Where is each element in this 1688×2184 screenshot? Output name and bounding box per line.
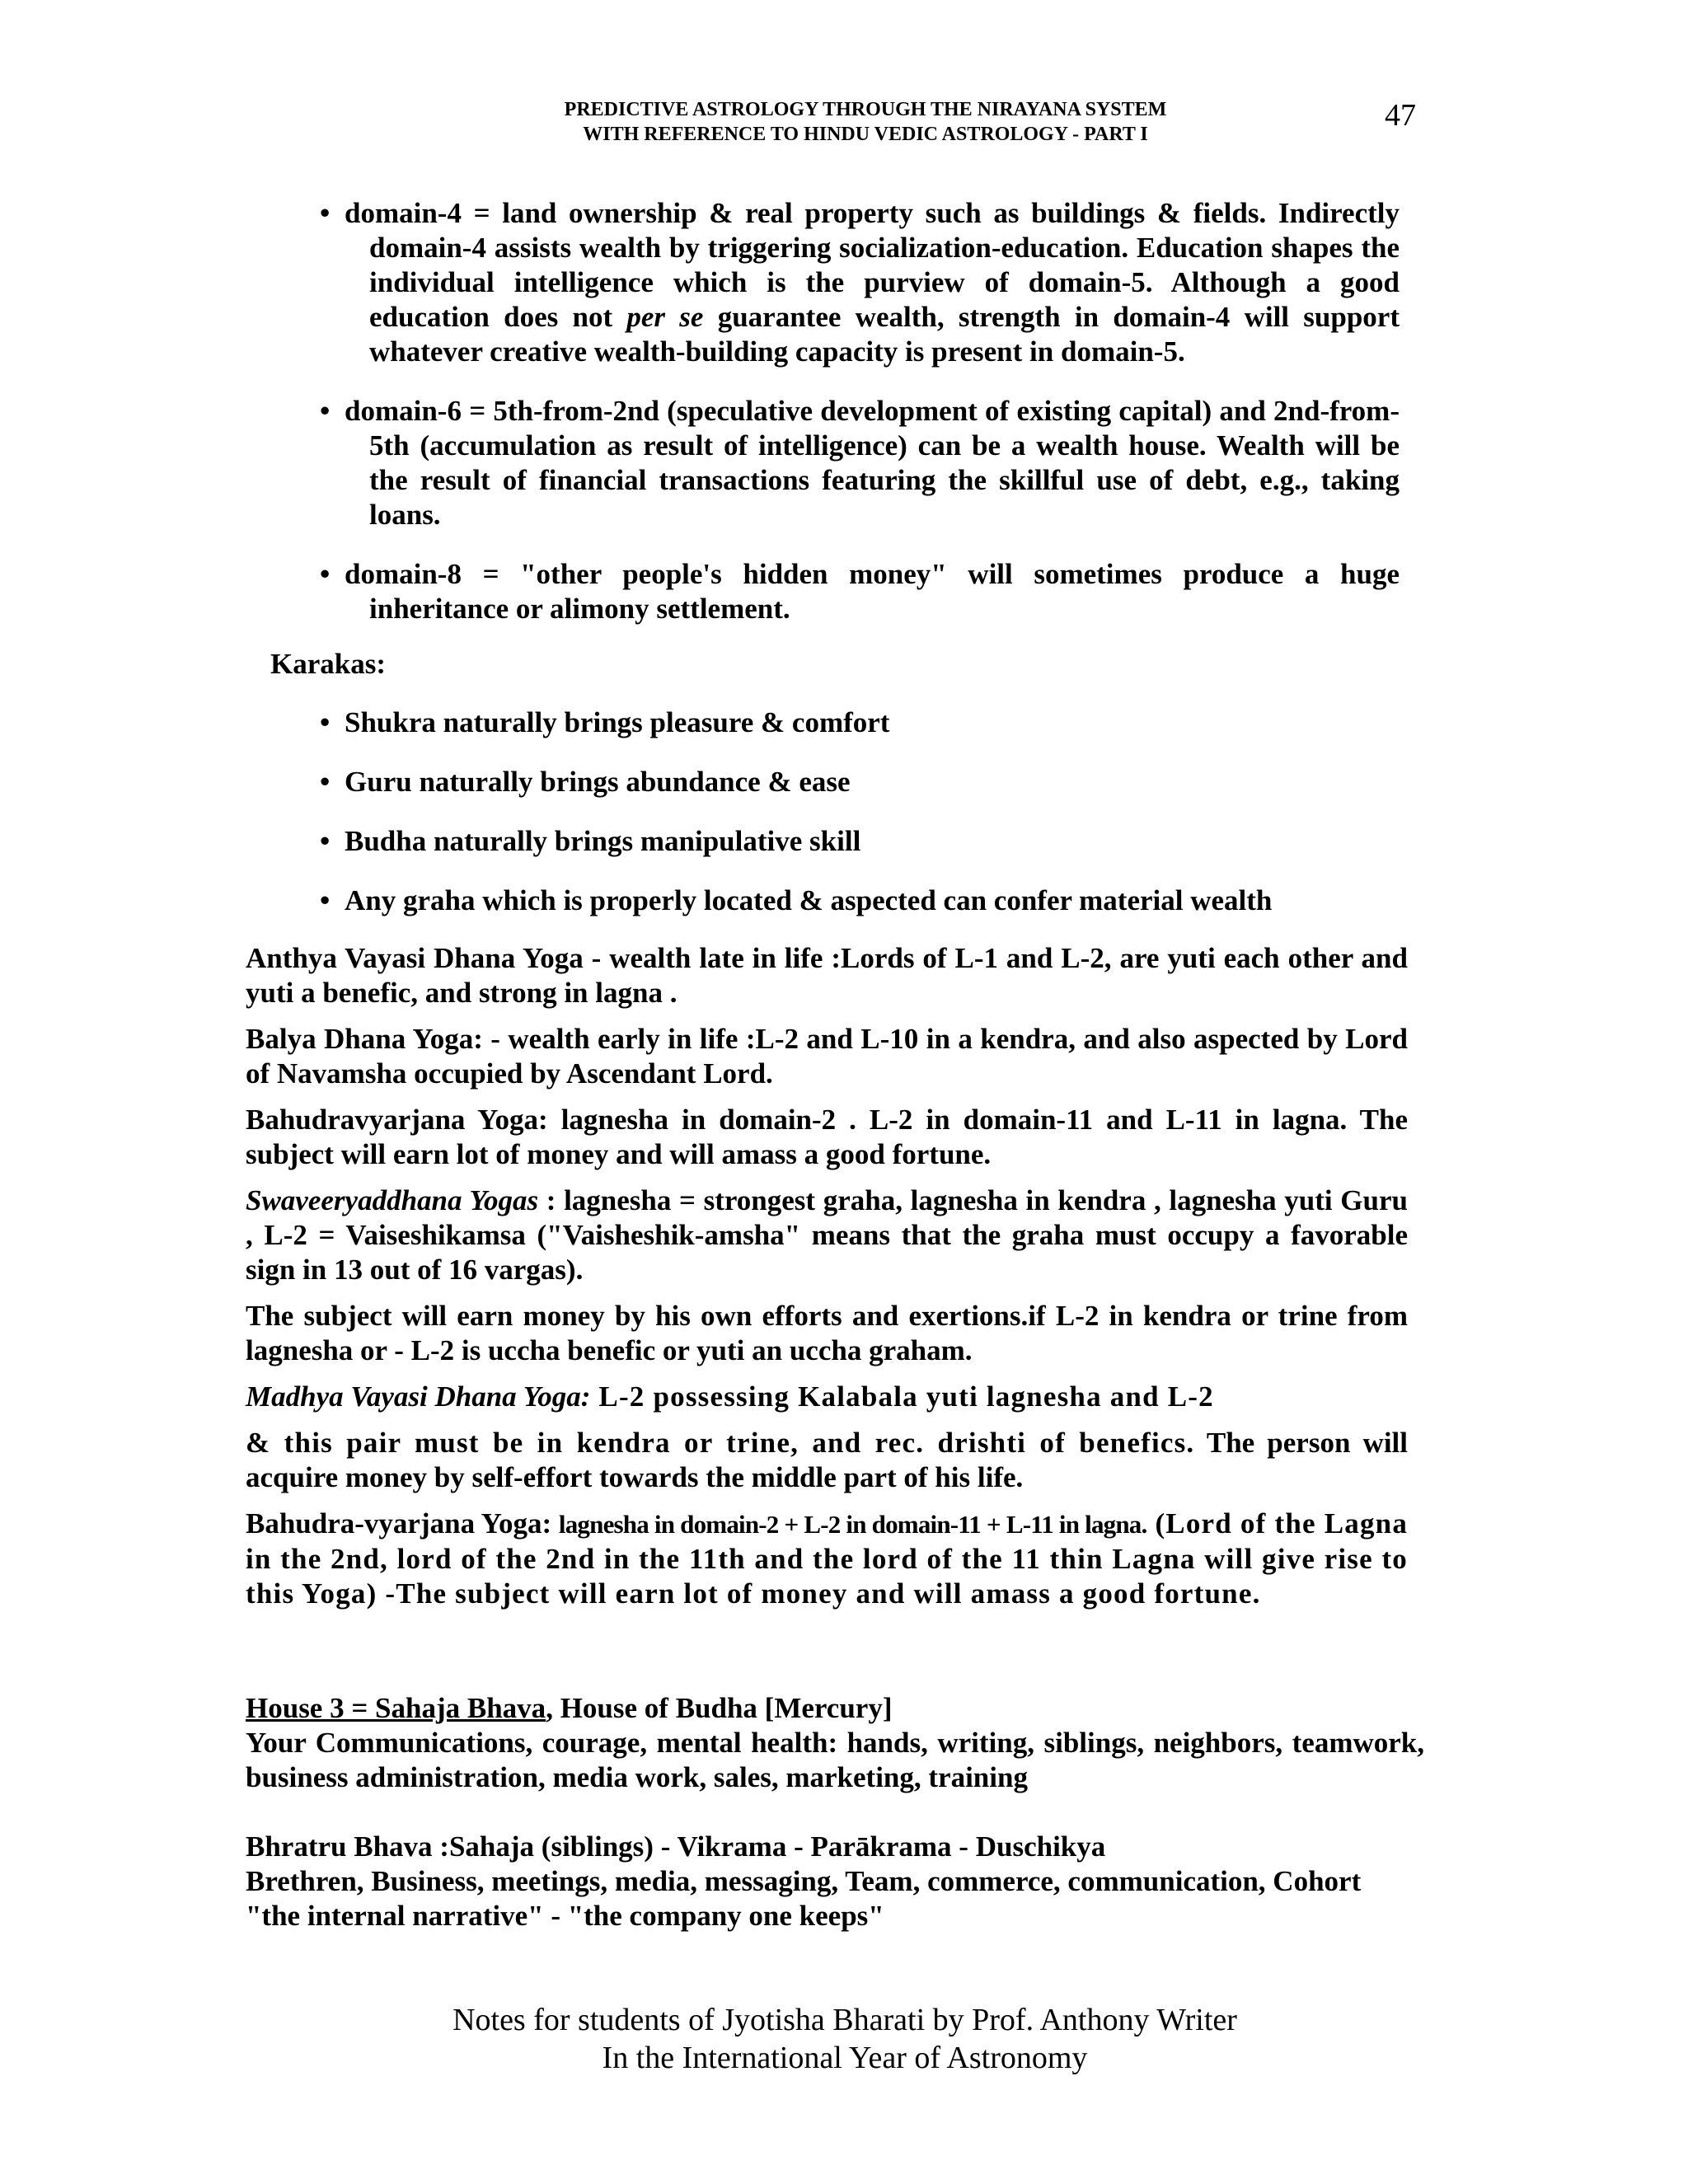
- bullet-icon: •: [320, 197, 331, 229]
- list-item: • Shukra naturally brings pleasure & comfort: [320, 706, 890, 738]
- bahudravyarjana-yoga-paragraph: Bahudravyarjana Yoga: lagnesha in domain-2 . L-2 in domain-11 and L-11 in lagna. The subject will earn lot of money and will amass a good fortune.: [246, 1104, 1408, 1170]
- list-item-domain-6: • domain-6 = 5th-from-2nd (speculative development of existing capital) and 2nd-from-5th (accumulation as result of intelligence) can be a wealth house. Wealth will be the result of financial transactions featuring the skillful use of debt, e.g., taking loans.: [320, 395, 1400, 531]
- house-3-title: House 3 = Sahaja Bhava: [246, 1692, 546, 1724]
- pair-paragraph: & this pair must be in kendra or trine, and rec. drishti of benefics. The person will acquire money by self-effort towards the middle part of his life.: [246, 1427, 1408, 1493]
- footer-line-2: In the International Year of Astronomy: [602, 2041, 1088, 2075]
- running-header: [412, 97, 1319, 147]
- list-item: • Any graha which is properly located & aspected can confer material wealth: [320, 884, 1273, 916]
- bullet-icon: •: [320, 558, 331, 590]
- madhya-yoga-paragraph: Madhya Vayasi Dhana Yoga: L-2 possessing Kalabala yuti lagnesha and L-2: [246, 1380, 1214, 1413]
- house-3-description: Your Communications, courage, mental health: hands, writing, siblings, neighbors, teamwork, business administration, media work, sales, marketing, training: [246, 1727, 1424, 1793]
- house-3-section: House 3 = Sahaja Bhava, House of Budha [Mercury] Your Communications, courage, mental health: hands, writing, siblings, neighbors, teamwork, business administration, media work, sales, marketing, training: [246, 1692, 1424, 1793]
- header-line-2: WITH REFERENCE TO HINDU VEDIC ASTROLOGY - PART I: [583, 124, 1148, 145]
- list-item: • Guru naturally brings abundance & ease: [320, 766, 851, 798]
- bullet-icon: •: [320, 825, 331, 857]
- subject-effort-paragraph: The subject will earn money by his own efforts and exertions.if L-2 in kendra or trine from lagnesha or - L-2 is uccha benefic or yuti an uccha graham.: [246, 1300, 1408, 1366]
- bullet-icon: •: [320, 706, 331, 738]
- page-footer: [330, 2001, 1360, 2077]
- bahudra-vyarjana-yoga-paragraph: Bahudra-vyarjana Yoga: lagnesha in domain-2 + L-2 in domain-11 + L-11 in lagna. (Lord of the Lagna in the 2nd, lord of the 2nd in the 11th and the lord of the 11 thin Lagna will give rise to this Yoga) -The subject will earn lot of money and will amass a good fortune.: [246, 1507, 1409, 1610]
- list-item-domain-4: • domain-4 = land ownership & real property such as buildings & fields. Indirectly domain-4 assists wealth by triggering socialization-education. Education shapes the individual intelligence which is the purview of domain-5. Although a good education does not per se guarantee wealth, strength in domain-4 will support whatever creative wealth-building capacity is present in domain-5.: [320, 197, 1400, 368]
- footer-line-1: Notes for students of Jyotisha Bharati by Prof. Anthony Writer: [452, 2003, 1237, 2037]
- swaveeryaddhana-title: Swaveeryaddhana Yogas: [246, 1184, 539, 1216]
- karakas-heading: Karakas:: [270, 648, 386, 680]
- balya-yoga-paragraph: Balya Dhana Yoga: - wealth early in life :L-2 and L-10 in a kendra, and also aspected by Lord of Navamsha occupied by Ascendant Lord.: [246, 1023, 1408, 1090]
- anthya-yoga-paragraph: Anthya Vayasi Dhana Yoga - wealth late in life :Lords of L-1 and L-2, are yuti each other and yuti a benefic, and strong in lagna .: [246, 942, 1408, 1009]
- page-number: 47: [1385, 98, 1416, 133]
- karakas-list: [320, 705, 1400, 943]
- swaveeryaddhana-yogas-paragraph: Swaveeryaddhana Yogas : lagnesha = strongest graha, lagnesha in kendra , lagnesha yuti Guru , L-2 = Vaiseshikamsa ("Vaisheshik-amsha" means that the graha must occupy a favorable sign in 13 out of 16 vargas).: [246, 1184, 1408, 1286]
- list-item-domain-8: • domain-8 = "other people's hidden money" will sometimes produce a huge inheritance or alimony settlement.: [320, 558, 1400, 625]
- domain-list: [320, 196, 1400, 651]
- list-item: • Budha naturally brings manipulative skill: [320, 825, 861, 857]
- bhratru-bhava-section: Bhratru Bhava :Sahaja (siblings) - Vikrama - Parākrama - Duschikya Brethren, Business, meetings, media, messaging, Team, commerce, communication, Cohort "the internal narrative" - "the company one keeps": [246, 1830, 1362, 1932]
- madhya-title: Madhya Vayasi Dhana Yoga:: [246, 1380, 591, 1413]
- bullet-icon: •: [320, 766, 331, 798]
- header-line-1: PREDICTIVE ASTROLOGY THROUGH THE NIRAYANA SYSTEM: [564, 99, 1167, 120]
- bullet-icon: •: [320, 395, 331, 427]
- bullet-icon: •: [320, 884, 331, 916]
